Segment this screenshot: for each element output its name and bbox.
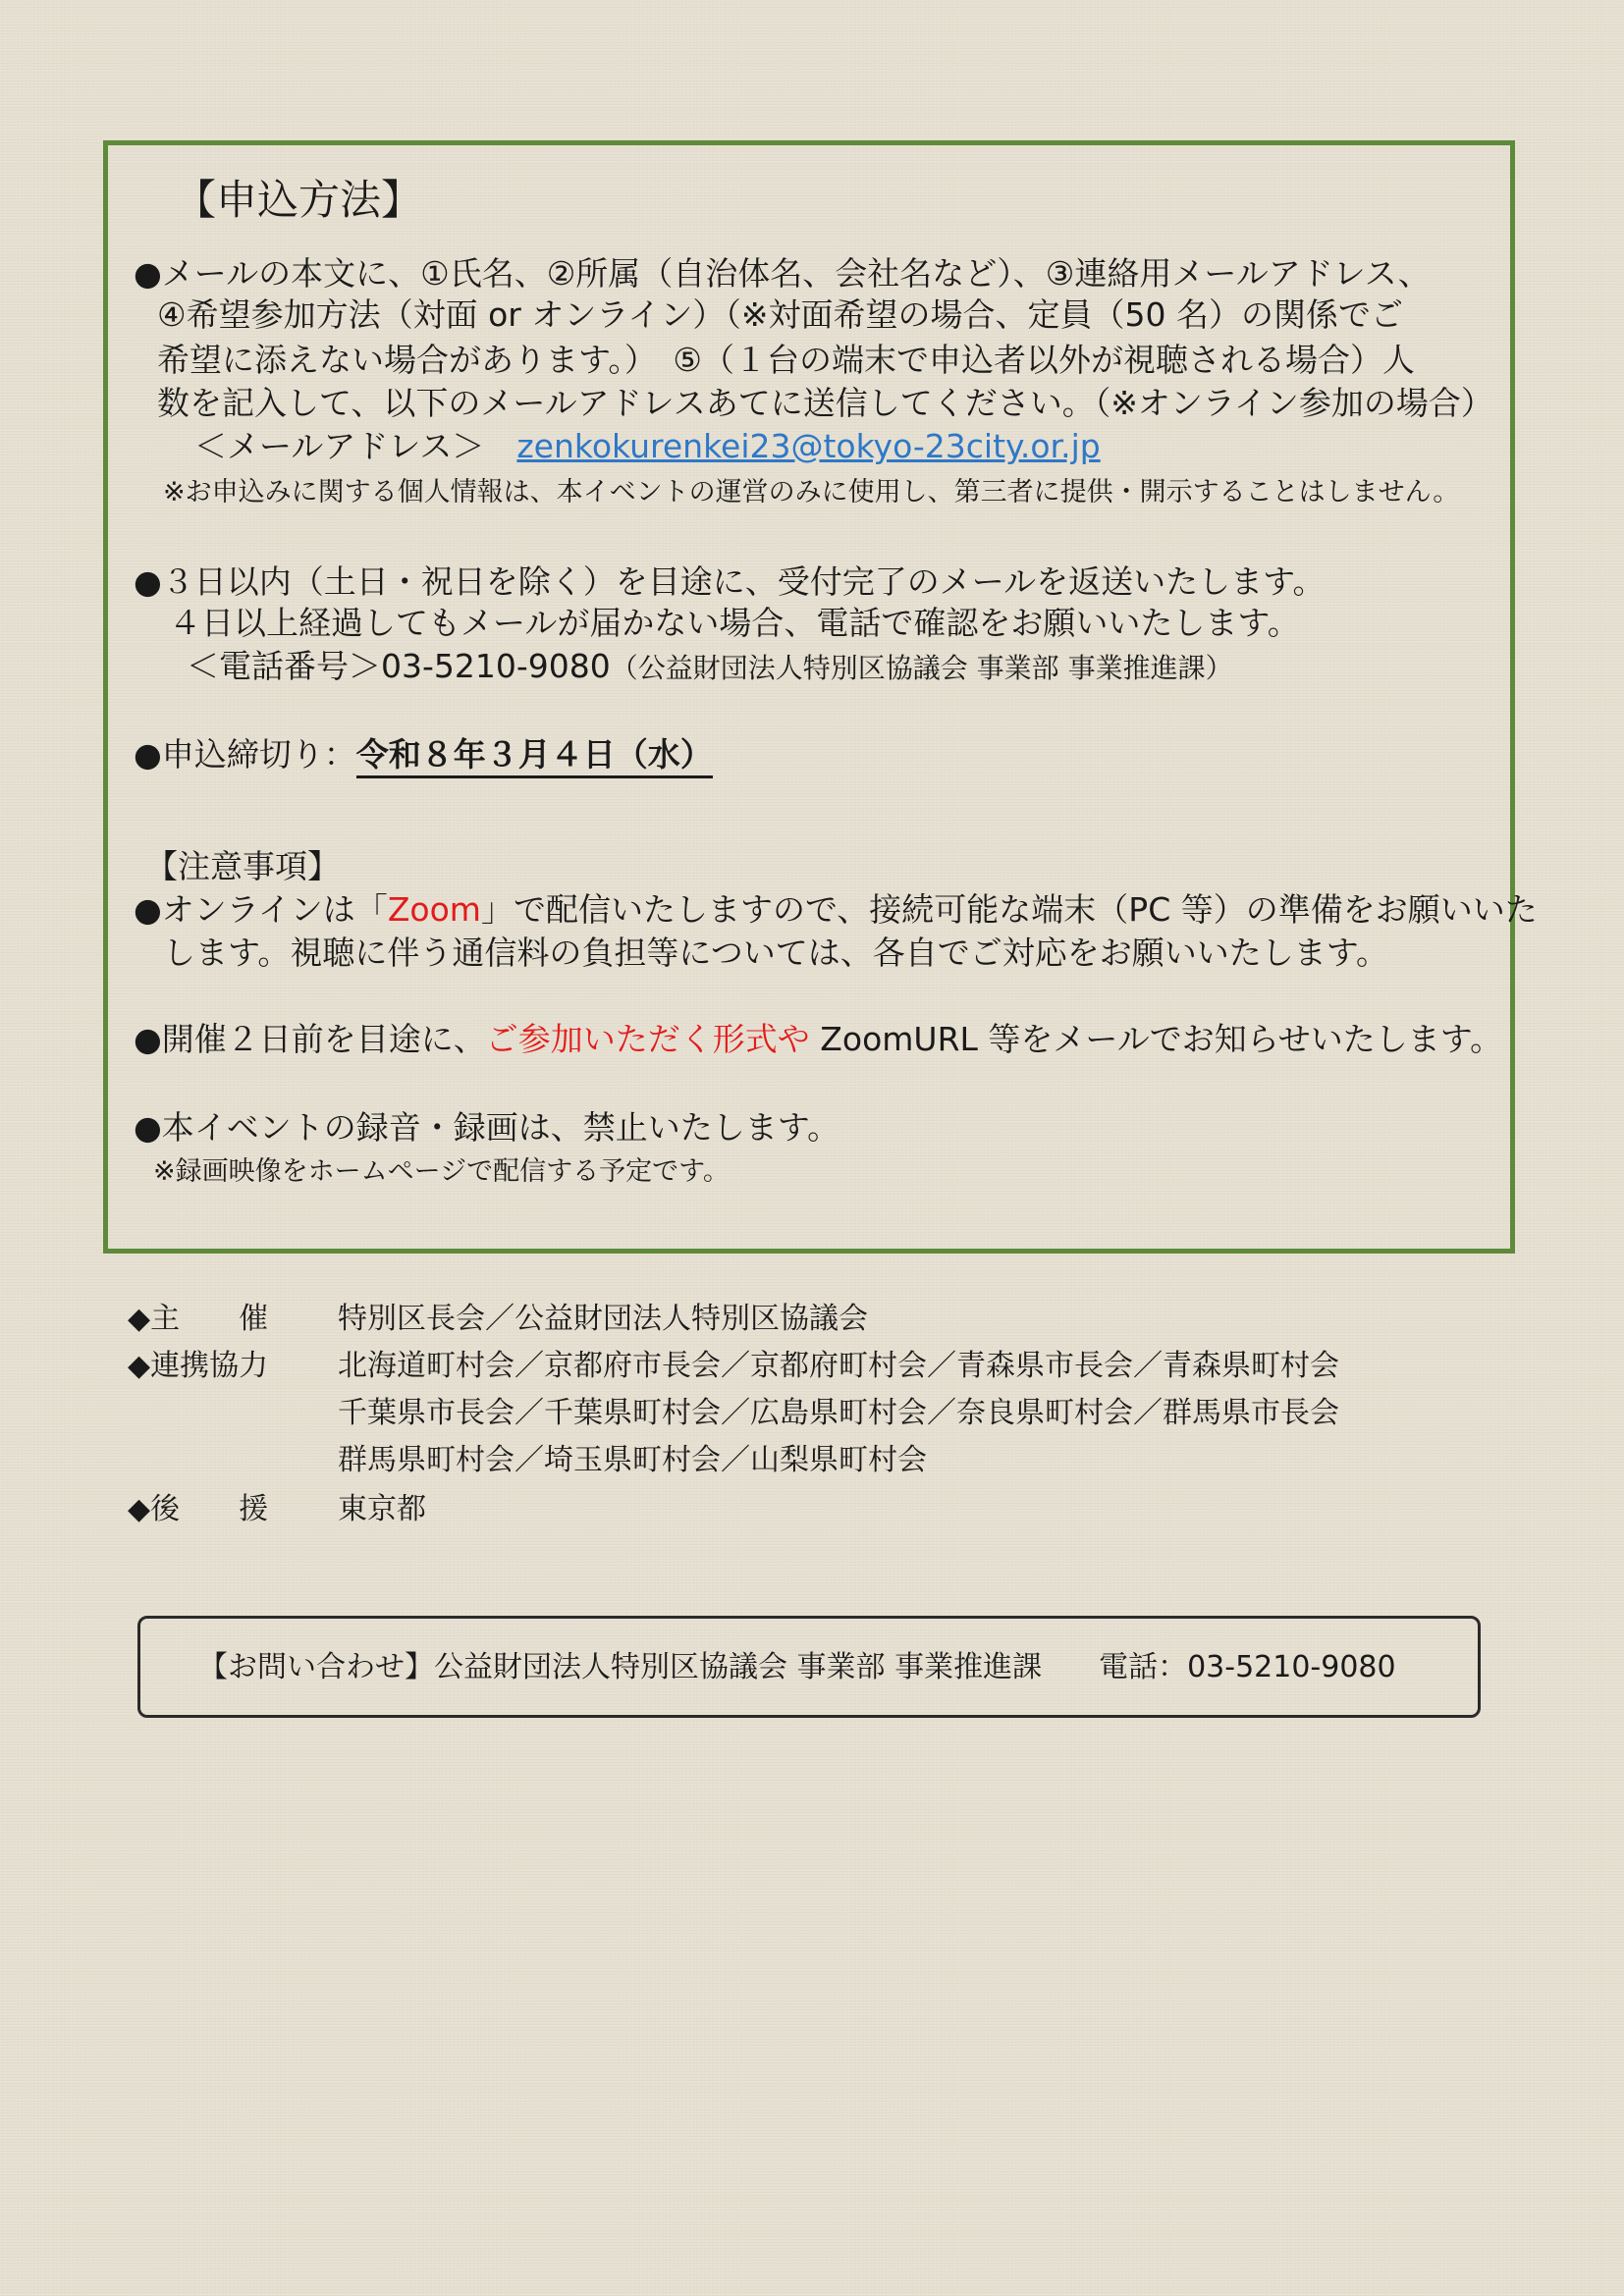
para1-line1 xyxy=(134,253,1431,294)
coop-line-1: 北海道町村会／京都府市長会／京都府町村会／青森県市長会／青森県町村会 xyxy=(338,1349,1339,1383)
note3-text: 本イベントの録音・録画は、禁止いたします。 xyxy=(161,1108,840,1147)
deadline-line xyxy=(134,734,713,775)
host-value: 特別区長会／公益財団法人特別区協議会 xyxy=(338,1302,868,1336)
deadline-value: 令和８年３月４日（水） xyxy=(356,735,713,778)
para1-line3: 希望に添えない場合があります。） ⑤（１台の端末で申込者以外が視聴される場合）人 xyxy=(157,341,1415,379)
note2-pre: 開催２日前を目途に、 xyxy=(161,1020,486,1058)
para1-text-1: メールの本文に、①氏名、②所属（自治体名、会社名など）、③連絡用メールアドレス、 xyxy=(161,254,1431,293)
support-label: ◆後 援 xyxy=(128,1492,269,1526)
email-label: ＜メールアドレス＞ xyxy=(194,427,485,465)
phone-label: ＜電話番号＞03-5210-9080 xyxy=(187,647,611,685)
bullet: ● xyxy=(134,562,162,601)
note1-pre: オンラインは「 xyxy=(161,890,388,929)
support-value: 東京都 xyxy=(338,1492,426,1526)
notes-title: 【注意事項】 xyxy=(145,847,340,885)
section-title: 【申込方法】 xyxy=(175,176,423,224)
contact-line xyxy=(198,1648,1396,1687)
contact-text: 【お問い合わせ】公益財団法人特別区協議会 事業部 事業推進課 xyxy=(198,1650,1043,1684)
email-link[interactable]: zenkokurenkei23@tokyo-23city.or.jp xyxy=(516,427,1101,465)
para1-line2: ④希望参加方法（対面 or オンライン）（※対面希望の場合、定員（50 名）の関係でご xyxy=(157,295,1403,334)
note2-line xyxy=(134,1019,1502,1060)
host-label: ◆主 催 xyxy=(128,1302,269,1336)
zoom-text: Zoom xyxy=(387,890,481,929)
deadline-label: 申込締切り： xyxy=(161,735,356,774)
bullet: ● xyxy=(134,1020,162,1058)
note3-line xyxy=(134,1107,839,1148)
coop-label: ◆連携協力 xyxy=(128,1349,269,1383)
note2-red: ご参加いただく形式や xyxy=(485,1020,810,1058)
coop-line-3: 群馬県町村会／埼玉県町村会／山梨県町村会 xyxy=(338,1443,927,1477)
para2-line2: ４日以上経過してもメールが届かない場合、電話で確認をお願いいたします。 xyxy=(169,604,1300,642)
privacy-note: ※お申込みに関する個人情報は、本イベントの運営のみに使用し、第三者に提供・開示することはしません。 xyxy=(163,477,1460,507)
para1-line4: 数を記入して、以下のメールアドレスあてに送信してください。（※オンライン参加の場合） xyxy=(157,384,1493,422)
note1-line1 xyxy=(134,889,1538,931)
bullet: ● xyxy=(134,735,162,774)
note2-post: ZoomURL 等をメールでお知らせいたします。 xyxy=(809,1020,1503,1058)
bullet: ● xyxy=(134,254,162,293)
para2-line1 xyxy=(134,561,1326,603)
bullet: ● xyxy=(134,890,162,929)
note1-line2: します。視聴に伴う通信料の負担等については、各自でご対応をお願いいたします。 xyxy=(163,934,1389,972)
coop-line-2: 千葉県市長会／千葉県町村会／広島県町村会／奈良県町村会／群馬県市長会 xyxy=(338,1396,1339,1430)
para2-text-1: ３日以内（土日・祝日を除く）を目途に、受付完了のメールを返送いたします。 xyxy=(161,562,1326,601)
note1-post: 」で配信いたしますので、接続可能な端末（PC 等）の準備をお願いいた xyxy=(480,890,1538,929)
email-line xyxy=(194,426,1101,467)
phone-line xyxy=(187,646,1233,689)
phone-org: （公益財団法人特別区協議会 事業部 事業推進課） xyxy=(610,652,1233,684)
contact-phone: 電話：03-5210-9080 xyxy=(1099,1650,1396,1684)
bullet: ● xyxy=(134,1108,162,1147)
note3-sub: ※録画映像をホームページで配信する予定です。 xyxy=(153,1156,730,1187)
